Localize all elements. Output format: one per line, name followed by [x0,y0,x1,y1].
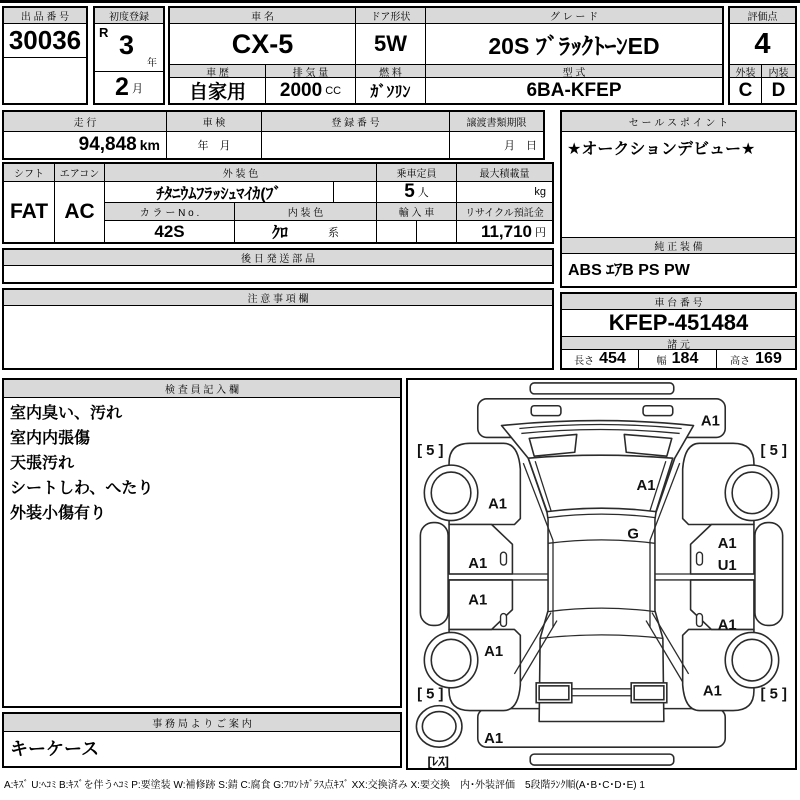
lot-number-value: 30036 [4,24,86,58]
inspector-note-line: 外装小傷有り [10,505,107,522]
door-shape-value: 5W [356,24,426,64]
mark-door-rear-right: A1 [717,617,737,634]
mark-glass: G [627,526,639,543]
equipment-value: ABS ｴｱB PS PW [568,261,690,279]
top-border-line [0,0,800,3]
history-value: 自家用 [170,78,266,103]
right-tail-light-inner [634,686,664,700]
capacity-label: 乗車定員 [377,164,457,182]
inspector-note-line: 室内臭い、汚れ [10,405,123,422]
era-mark: R [99,25,109,40]
year-suffix: 年 [147,58,157,69]
model-code-value: 6BA-KFEP [526,79,622,101]
inspector-label: 検 査 員 記 入 欄 [4,380,400,398]
registration-number-value [262,132,450,158]
transfer-deadline-label: 譲渡書類期限 [450,112,543,132]
rear-right-tire-inner [732,639,772,681]
mark-tire-front-left: [ 5 ] [417,443,444,460]
later-parts-value [4,266,552,282]
left-headlight [529,434,577,456]
cautions-label: 注 意 事 項 欄 [4,290,552,306]
shift-label: シフト [4,164,55,182]
width-value: 184 [671,350,699,367]
front-bumper-vent-left [531,406,561,416]
mark-door-rear-left: A1 [468,592,488,609]
model-code-label: 型 式 [426,65,722,78]
right-side-molding [755,523,783,626]
displacement-value: 2000 [279,79,323,101]
left-side-molding [420,523,448,626]
specs-label: 諸 元 [562,337,795,350]
score-label: 評価点 [730,8,795,24]
height-label: 高さ [730,355,751,367]
recycle-unit: 円 [535,226,546,239]
capacity-unit: 人 [417,187,429,199]
color-no-value: 42S [105,221,235,242]
front-bumper-vent-right [643,406,673,416]
exterior-color-extra-cell [334,182,377,203]
interior-grade-label: 内装 [762,65,795,78]
displacement-unit: CC [325,84,342,97]
later-parts-box [2,248,554,284]
right-headlight [624,434,672,456]
shift-value: FAT [4,182,55,242]
fuel-label: 燃 料 [356,65,426,78]
spare-tire-inner [422,712,456,742]
vehicle-table [168,6,724,105]
exterior-grade-value: C [730,78,762,103]
rear-right-door-handle [697,614,703,627]
import-cell-2 [417,221,457,242]
equipment-label: 純 正 装 備 [562,238,795,254]
aircon-label: エアコン [55,164,105,182]
max-load-label: 最大積載量 [457,164,552,182]
mark-door-front-right-b: U1 [717,558,737,575]
interior-color-value: ｸﾛ [271,225,288,242]
first-registration-box [93,6,165,105]
lot-number-label: 出 品 番 号 [4,8,86,24]
mark-windshield: A1 [636,477,656,494]
width-label: 幅 [656,355,667,367]
inspector-box [2,378,402,708]
inspector-note-line: シートしわ、へたり [10,480,154,497]
score-value: 4 [730,24,795,65]
first-registration-label: 初度登録 [95,8,163,24]
import-label: 輸 入 車 [377,203,457,221]
front-right-tire-inner [732,472,772,514]
mark-tire-front-right: [ 5 ] [760,443,787,460]
sales-point-box [560,110,797,288]
interior-grade-value: D [771,79,786,101]
damage-legend: A:ｷｽﾞ U:ﾍｺﾐ B:ｷｽﾞを伴うﾍｺﾐ P:要塗装 W:補修跡 S:錆 C:腐食 G:ﾌﾛﾝﾄｶﾞﾗｽ点ｷｽﾞ XX:交換済み X:要交換 内･外装評価 5段階ﾗﾝｸ順(A･B･C･D･E) 1 [4,780,645,791]
exterior-grade-label: 外装 [730,65,762,78]
color-section [2,162,554,244]
grade-label: グ レ ー ド [426,8,722,24]
import-cell-1 [377,221,417,242]
front-top-strip [530,383,674,394]
front-right-door-handle [697,552,703,565]
mileage-value: 94,848 [78,134,137,155]
mark-front-bumper: A1 [700,413,720,430]
aircon-value: AC [55,182,105,242]
interior-color-suffix: 系 [328,226,339,239]
mileage-section [2,110,545,160]
rear-left-door-handle [501,614,507,627]
height-value: 169 [755,350,782,367]
car-name-label: 車 名 [170,8,356,24]
car-diagram [408,380,795,768]
mark-fender-rear-right: A1 [702,683,722,700]
office-label: 事 務 局 よ り ご 案 内 [4,714,400,732]
chassis-label: 車 台 番 号 [562,294,795,310]
mark-fender-rear-left: A1 [484,644,504,661]
rear-left-tire-inner [431,639,471,681]
cautions-value [4,306,552,366]
door-shape-label: ドア形状 [356,8,426,24]
fuel-value: ｶﾞｿﾘﾝ [356,78,426,103]
length-value: 454 [599,350,626,367]
transfer-deadline-value: 月 日 [504,140,537,152]
sales-point-value: ★オークションデビュー★ [562,132,795,238]
history-label: 車 歴 [170,65,266,78]
capacity-value: 5 [404,182,415,202]
max-load-unit: kg [457,182,552,203]
mark-tire-rear-right: [ 5 ] [760,686,787,703]
mark-door-front-left: A1 [468,556,488,573]
left-tail-light-inner [539,686,569,700]
mileage-unit: km [139,137,160,153]
office-value: キーケース [10,739,100,759]
mark-rear-bumper: A1 [484,731,504,748]
mark-tire-rear-left: [ 5 ] [417,686,444,703]
registration-number-label: 登 録 番 号 [262,112,450,132]
damage-diagram-box [406,378,797,770]
mileage-label: 走 行 [4,112,167,132]
displacement-label: 排 気 量 [266,65,356,78]
rear-bottom-strip [530,754,674,765]
mark-fender-front-left: A1 [488,496,508,513]
shaken-label: 車 検 [167,112,262,132]
length-label: 長さ [574,355,595,367]
office-box [2,712,402,768]
mark-spare-tire: [ﾚｽ] [427,754,449,768]
exterior-color-label: 外 装 色 [105,164,377,182]
cautions-box [2,288,554,370]
mark-door-front-right-a: A1 [717,536,737,553]
shaken-value: 年 月 [167,132,262,158]
interior-color-label: 内 装 色 [235,203,377,221]
recycle-label: リサイクル預託金 [457,203,552,221]
lot-number-box [2,6,88,105]
car-name-value: CX-5 [170,24,356,64]
sales-point-label: セ ー ル ス ポ イ ン ト [562,112,795,132]
recycle-value: 11,710 [480,221,532,241]
inspector-note-line: 天張汚れ [10,455,75,472]
inspector-note-line: 室内内張傷 [10,430,91,447]
color-no-label: カ ラ ー N o . [105,203,235,221]
month-suffix: 月 [131,82,143,95]
score-box [728,6,797,105]
front-left-door-handle [501,552,507,565]
exterior-color-value: ﾁﾀﾆｳﾑﾌﾗｯｼｭﾏｲｶ(ﾌﾞ [105,182,334,203]
later-parts-label: 後 日 発 送 部 品 [4,250,552,266]
inspector-notes [4,398,400,529]
registration-month: 2 [115,73,129,101]
chassis-value: KFEP-451484 [562,310,795,337]
front-left-tire-inner [431,472,471,514]
grade-value: 20S ﾌﾞﾗｯｸﾄｰﾝED [488,32,660,59]
registration-year: 3 [119,30,135,60]
chassis-box [560,292,797,370]
